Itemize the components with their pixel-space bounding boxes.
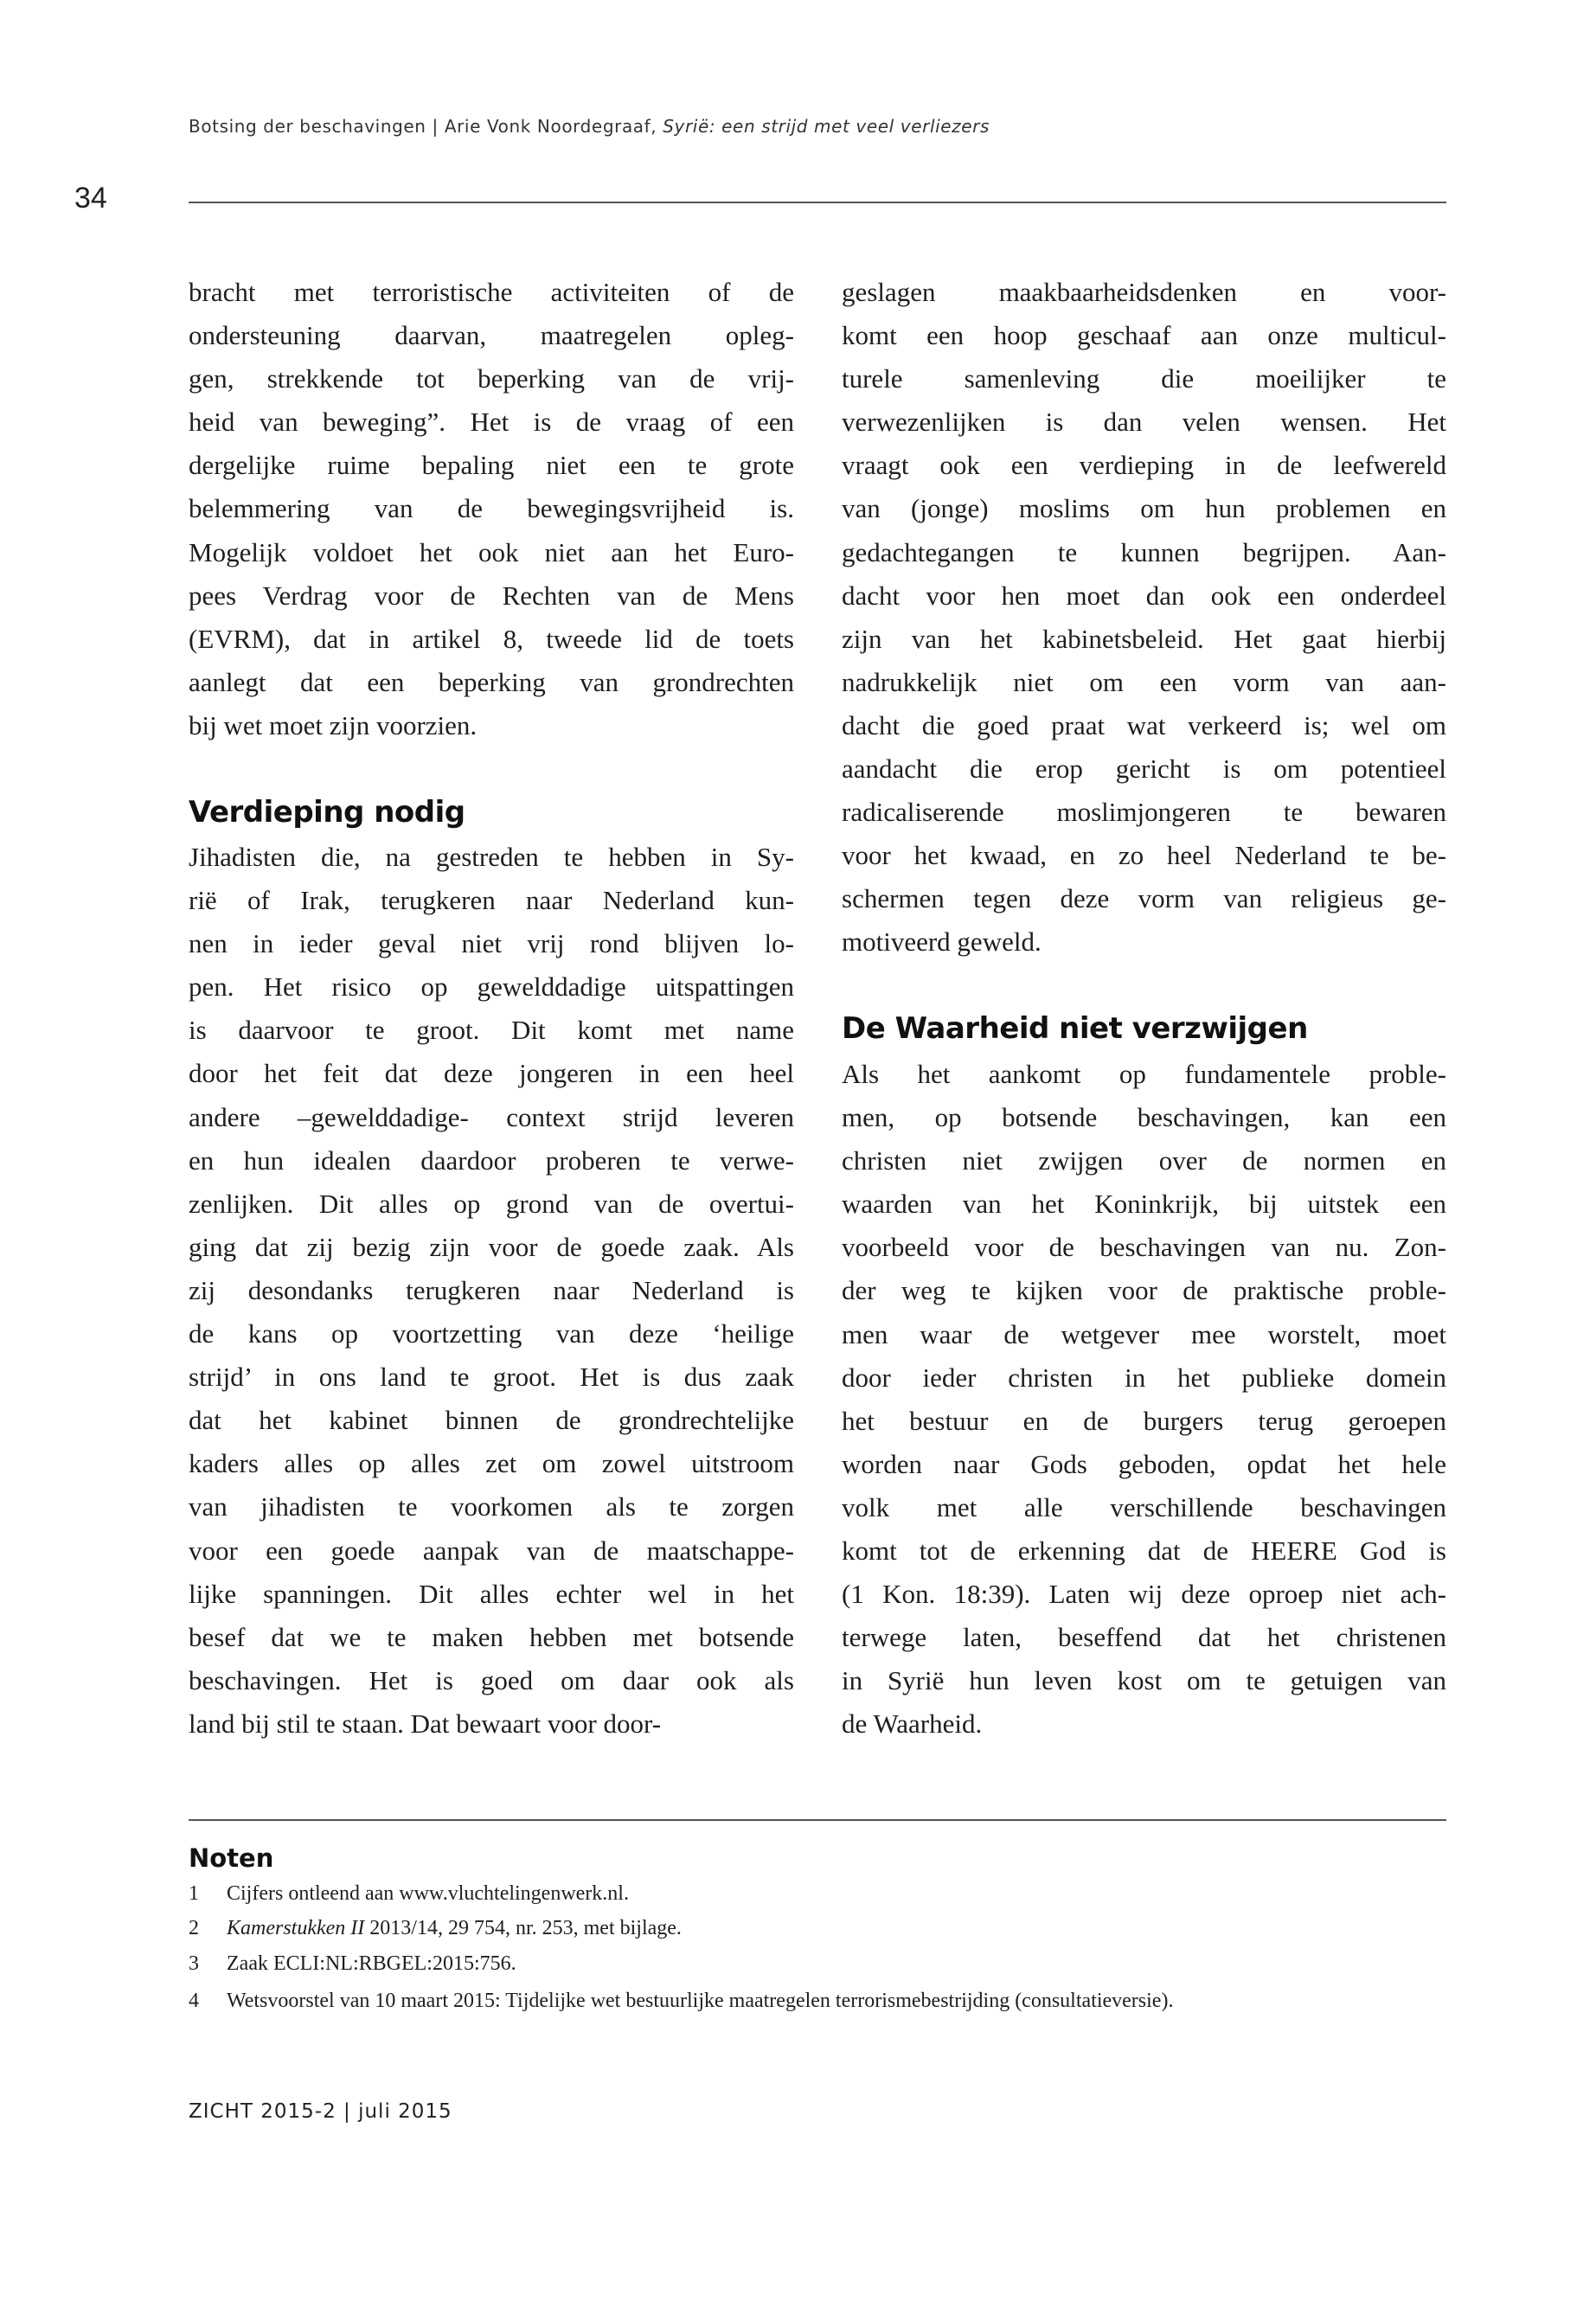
text-line: bracht met terroristische activiteiten of de (189, 277, 794, 307)
footnote-number: 4 (189, 1990, 199, 2012)
text-line: nadrukkelijk niet om een vorm van aan- (842, 666, 1446, 697)
footnote (189, 1882, 629, 1906)
text-line: vraagt ook een verdieping in de leefwereld (842, 450, 1446, 481)
text-line: (EVRM), dat in artikel 8, tweede lid de toets (189, 623, 794, 654)
text-line: zijn van het kabinetsbeleid. Het gaat hierbij (842, 623, 1446, 654)
text-line: ondersteuning daarvan, maatregelen opleg- (189, 320, 794, 351)
text-line: bij wet moet zijn voorzien. (189, 709, 478, 740)
footer-issue: ZICHT 2015-2 | juli 2015 (189, 2100, 452, 2123)
text-line: motiveerd geweld. (842, 926, 1042, 958)
left-paragraph-1 (189, 271, 794, 747)
text-line: waarden van het Koninkrijk, bij uitstek een (842, 1189, 1446, 1220)
text-line: in Syrië hun leven kost om te getuigen van (842, 1665, 1446, 1696)
text-line: schermen tegen deze vorm van religieus ge- (842, 883, 1446, 914)
text-line: geslagen maakbaarheidsdenken en voor- (842, 277, 1446, 307)
text-line: gen, strekkende tot beperking van de vrij- (189, 363, 794, 394)
section-heading-verdieping: Verdieping nodig (189, 795, 465, 830)
text-line: de Waarheid. (842, 1708, 983, 1740)
text-line: zenlijken. Dit alles op grond van de overtui- (189, 1188, 794, 1219)
text-line: door ieder christen in het publieke domein (842, 1362, 1446, 1393)
text-line: Mogelijk voldoet het ook niet aan het Euro- (189, 536, 794, 567)
text-line: der weg te kijken voor de praktische proble- (842, 1275, 1446, 1306)
footnote-number: 1 (189, 1882, 199, 1905)
text-line: aandacht die erop gericht is om potentieel (842, 753, 1446, 785)
text-line: door het feit dat deze jongeren in een heel (189, 1058, 794, 1089)
text-line: (1 Kon. 18:39). Laten wij deze oproep niet ach- (842, 1579, 1446, 1610)
text-line: pen. Het risico op gewelddadige uitspattingen (189, 971, 794, 1003)
footnote-italic: Kamerstukken II (227, 1917, 365, 1939)
text-line: Jihadisten die, na gestreden te hebben in Sy- (189, 842, 794, 872)
notes-rule (189, 1819, 1446, 1821)
left-paragraph-2 (189, 836, 794, 1746)
text-line: dacht voor hen moet dan ook een onderdeel (842, 580, 1446, 611)
text-line: dacht die goed praat wat verkeerd is; wel om (842, 709, 1446, 740)
text-line: komt een hoop geschaaf aan onze multicul- (842, 320, 1446, 351)
text-line: van jihadisten te voorkomen als te zorgen (189, 1491, 794, 1522)
footnote-number: 2 (189, 1917, 199, 1939)
text-line: voorbeeld voor de beschavingen van nu. Zon- (842, 1232, 1446, 1263)
text-line: aanlegt dat een beperking van grondrechten (189, 666, 794, 697)
header-rule (189, 202, 1446, 203)
text-line: voor een goede aanpak van de maatschappe- (189, 1535, 794, 1566)
notes-heading: Noten (189, 1843, 274, 1873)
text-line: gedachtegangen te kunnen begrijpen. Aan- (842, 536, 1446, 567)
text-line: volk met alle verschillende beschavingen (842, 1491, 1446, 1522)
text-line: worden naar Gods geboden, opdat het hele (842, 1448, 1446, 1479)
right-paragraph-1 (842, 271, 1446, 965)
footnote (189, 1917, 682, 1940)
text-line: rië of Irak, terugkeren naar Nederland kun- (189, 885, 794, 916)
text-line: de kans op voortzetting van deze ‘heilige (189, 1318, 794, 1349)
text-line: lijke spanningen. Dit alles echter wel in het (189, 1578, 794, 1609)
text-line: Als het aankomt op fundamentele proble- (842, 1059, 1446, 1089)
text-line: komt tot de erkenning dat de HEERE God is (842, 1535, 1446, 1567)
text-line: besef dat we te maken hebben met botsende (189, 1621, 794, 1652)
text-line: radicaliserende moslimjongeren te bewaren (842, 797, 1446, 828)
text-line: men, op botsende beschavingen, kan een (842, 1102, 1446, 1133)
text-line: strijd’ in ons land te groot. Het is dus zaak (189, 1362, 794, 1393)
running-head-plain: Botsing der beschavingen | Arie Vonk Noordegraaf, (189, 116, 663, 137)
section-heading-waarheid: De Waarheid niet verzwijgen (842, 1011, 1308, 1046)
running-head-italic: Syrië: een strijd met veel verliezers (663, 116, 990, 137)
right-paragraph-2 (842, 1053, 1446, 1747)
text-line: dergelijke ruime bepaling niet een te grote (189, 450, 794, 481)
text-line: is daarvoor te groot. Dit komt met name (189, 1015, 794, 1046)
text-line: beschavingen. Het is goed om daar ook als (189, 1664, 794, 1695)
text-line: heid van beweging”. Het is de vraag of een (189, 407, 794, 438)
page-number: 34 (74, 182, 107, 215)
text-line: belemmering van de bewegingsvrijheid is. (189, 493, 794, 524)
text-line: christen niet zwijgen over de normen en (842, 1145, 1446, 1176)
text-line: turele samenleving die moeilijker te (842, 363, 1446, 394)
text-line: verwezenlijken is dan velen wensen. Het (842, 407, 1446, 438)
text-line: van (jonge) moslims om hun problemen en (842, 493, 1446, 524)
running-header (189, 116, 990, 137)
text-line: men waar de wetgever mee worstelt, moet (842, 1318, 1446, 1349)
text-line: dat het kabinet binnen de grondrechtelijke (189, 1405, 794, 1436)
text-line: land bij stil te staan. Dat bewaart voor door- (189, 1708, 662, 1739)
text-line: nen in ieder geval niet vrij rond blijven lo- (189, 928, 794, 959)
text-line: en hun idealen daardoor proberen te verwe- (189, 1144, 794, 1176)
text-line: terwege laten, beseffend dat het christenen (842, 1622, 1446, 1653)
text-line: andere –gewelddadige- context strijd leveren (189, 1101, 794, 1132)
footnote-text: Wetsvoorstel van 10 maart 2015: Tijdelijke wet bestuurlijke maatregelen terrorismebestrijding (consultatieversie). (227, 1990, 1174, 2012)
text-line: pees Verdrag voor de Rechten van de Mens (189, 580, 794, 611)
footnote (189, 1952, 516, 1976)
footnote-text: Cijfers ontleend aan www.vluchtelingenwerk.nl. (227, 1882, 629, 1905)
footnote-number: 3 (189, 1952, 199, 1975)
text-line: kaders alles op alles zet om zowel uitstroom (189, 1448, 794, 1479)
text-line: het bestuur en de burgers terug geroepen (842, 1405, 1446, 1436)
footnote (189, 1990, 1173, 2013)
footnote-text: Zaak ECLI:NL:RBGEL:2015:756. (227, 1952, 516, 1975)
text-line: voor het kwaad, en zo heel Nederland te be- (842, 840, 1446, 871)
text-line: ging dat zij bezig zijn voor de goede zaak. Als (189, 1231, 794, 1262)
footnote-text: 2013/14, 29 754, nr. 253, met bijlage. (364, 1917, 682, 1939)
text-line: zij desondanks terugkeren naar Nederland is (189, 1274, 794, 1305)
